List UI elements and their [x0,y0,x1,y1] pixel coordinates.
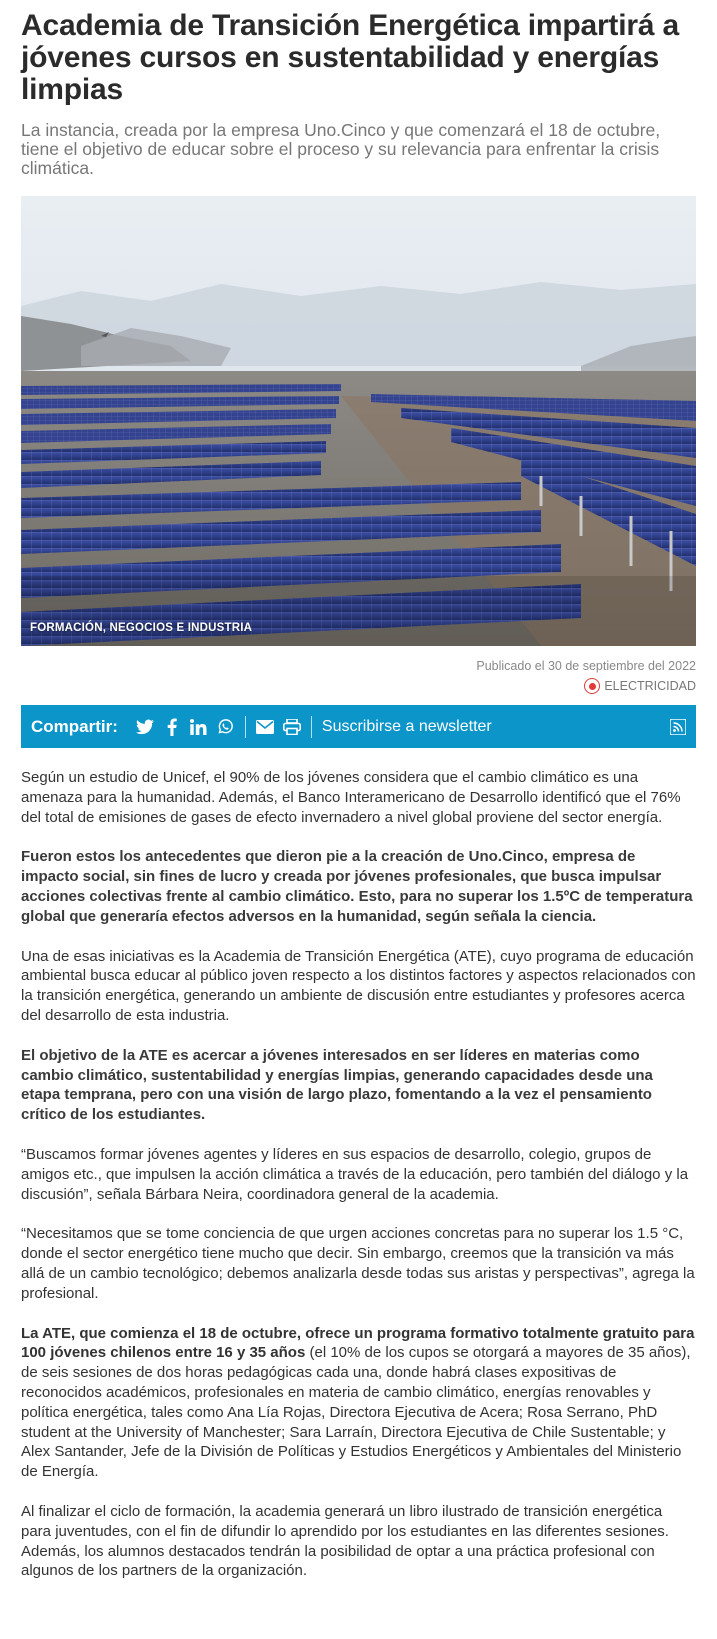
rss-icon[interactable] [670,719,686,735]
share-label: Compartir: [31,716,118,736]
paragraph-bold: El objetivo de la ATE es acercar a jóvenes interesados en ser líderes en materias como cambio climático, sustentabilidad y energías limpias, generando capacidades desde una etapa temprana, pero con una visión de largo plazo, fomentando a la vez el pensamiento crítico de los estudiantes. [21,1046,653,1124]
paragraph: Al finalizar el ciclo de formación, la academia generará un libro ilustrado de transición energética para juventudes, con el fin de difundir lo aprendido por los estudiantes en las diferentes sesiones. Además, los alumnos destacados tendrán la posibilidad de optar a una práctica profesional con algunos de los partners de la organización. [21,1502,669,1580]
newsletter-link[interactable]: Suscribirse a newsletter [321,717,492,735]
divider [311,716,312,738]
twitter-icon[interactable] [136,718,154,736]
paragraph: Según un estudio de Unicef, el 90% de los jóvenes considera que el cambio climático es una amenaza para la humanidad. Además, el Banco Interamericano de Desarrollo identificó que el 76% del total de emisiones de gases de efecto invernadero a nivel global proviene del sector energía. [21,769,681,826]
share-actions [256,718,301,736]
divider [245,716,246,738]
article-meta [21,658,696,694]
linkedin-icon[interactable] [190,718,208,736]
share-bar [21,705,696,748]
paragraph-bold: Fueron estos los antecedentes que dieron pie a la creación de Uno.Cinco, empresa de impacto social, sin fines de lucro y creada por jóvenes profesionales, que busca impulsar acciones colectivas frente al cambio climático. Esto, para no superar los 1.5ºC de temperatura global que generaría efectos adversos en la humanidad, según señala la ciencia. [21,848,693,925]
paragraph: “Necesitamos que se tome conciencia de que urgen acciones concretas para no superar los 1.5 °C, donde el sector energético tiene mucho que decir. Sin embargo, creemos que la transición va más allá de un cambio tecnológico; debemos analizarla desde todas sus aristas y perspectivas”, agrega la profesional. [21,1225,695,1302]
email-icon[interactable] [256,718,274,736]
record-dot-icon [584,678,600,694]
article-subtitle: La instancia, creada por la empresa Uno.Cinco y que comenzará el 18 de octubre, tiene el objetivo de educar sobre el proceso y su relevancia para enfrentar la crisis climática. [21,120,661,178]
paragraph [21,1324,696,1482]
publish-date: Publicado el 30 de septiembre del 2022 [476,659,696,673]
hero-image [21,196,696,646]
article-title: Academia de Transición Energética impartirá a jóvenes cursos en sustentabilidad y energías limpias [21,9,679,106]
category-tag-label: ELECTRICIDAD [604,679,696,693]
whatsapp-icon[interactable] [217,718,235,736]
paragraph-bold-lead: La ATE, que comienza el 18 de octubre, ofrece un programa formativo totalmente gratuito para 100 jóvenes chilenos entre 16 y 35 años [21,1324,695,1362]
paragraph: “Buscamos formar jóvenes agentes y líderes en sus espacios de desarrollo, colegio, grupos de amigos etc., que impulsen la acción climática a través de la educación, pero también del diálogo y la discusión”, señala Bárbara Neira, coordinadora general de la academia. [21,1145,689,1203]
article-body [21,768,696,1581]
hero-category-label[interactable]: FORMACIÓN, NEGOCIOS E INDUSTRIA [30,622,253,634]
category-tag[interactable] [584,678,696,694]
paragraph-rest: (el 10% de los cupos se otorgará a mayores de 35 años), de seis sesiones de dos horas pedagógicas cada una, donde habrá clases expositivas de reconocidos académicos, profesionales en materia de cambio climático, energías renovables y política energética, tales como Ana Lía Rojas, Directora Ejecutiva de Acera; Rosa Serrano, PhD student at the University of Manchester; Sara Larraín, Directora Ejecutiva de Chile Sustentable; y Alex Santander, Jefe de la División de Políticas y Estudios Energéticos y Ambientales del Ministerio de Energía. [21,1344,691,1481]
solar-farm-illustration [21,196,696,646]
facebook-icon[interactable] [163,718,181,736]
share-icons [136,718,235,736]
print-icon[interactable] [283,718,301,736]
paragraph: Una de esas iniciativas es la Academia de Transición Energética (ATE), cuyo programa de educación ambiental busca educar al público joven respecto a los distintos factores y aspectos relacionados con la transición energética, generando un ambiente de discusión entre estudiantes y profesores acerca del desarrollo de esta industria. [21,947,696,1024]
